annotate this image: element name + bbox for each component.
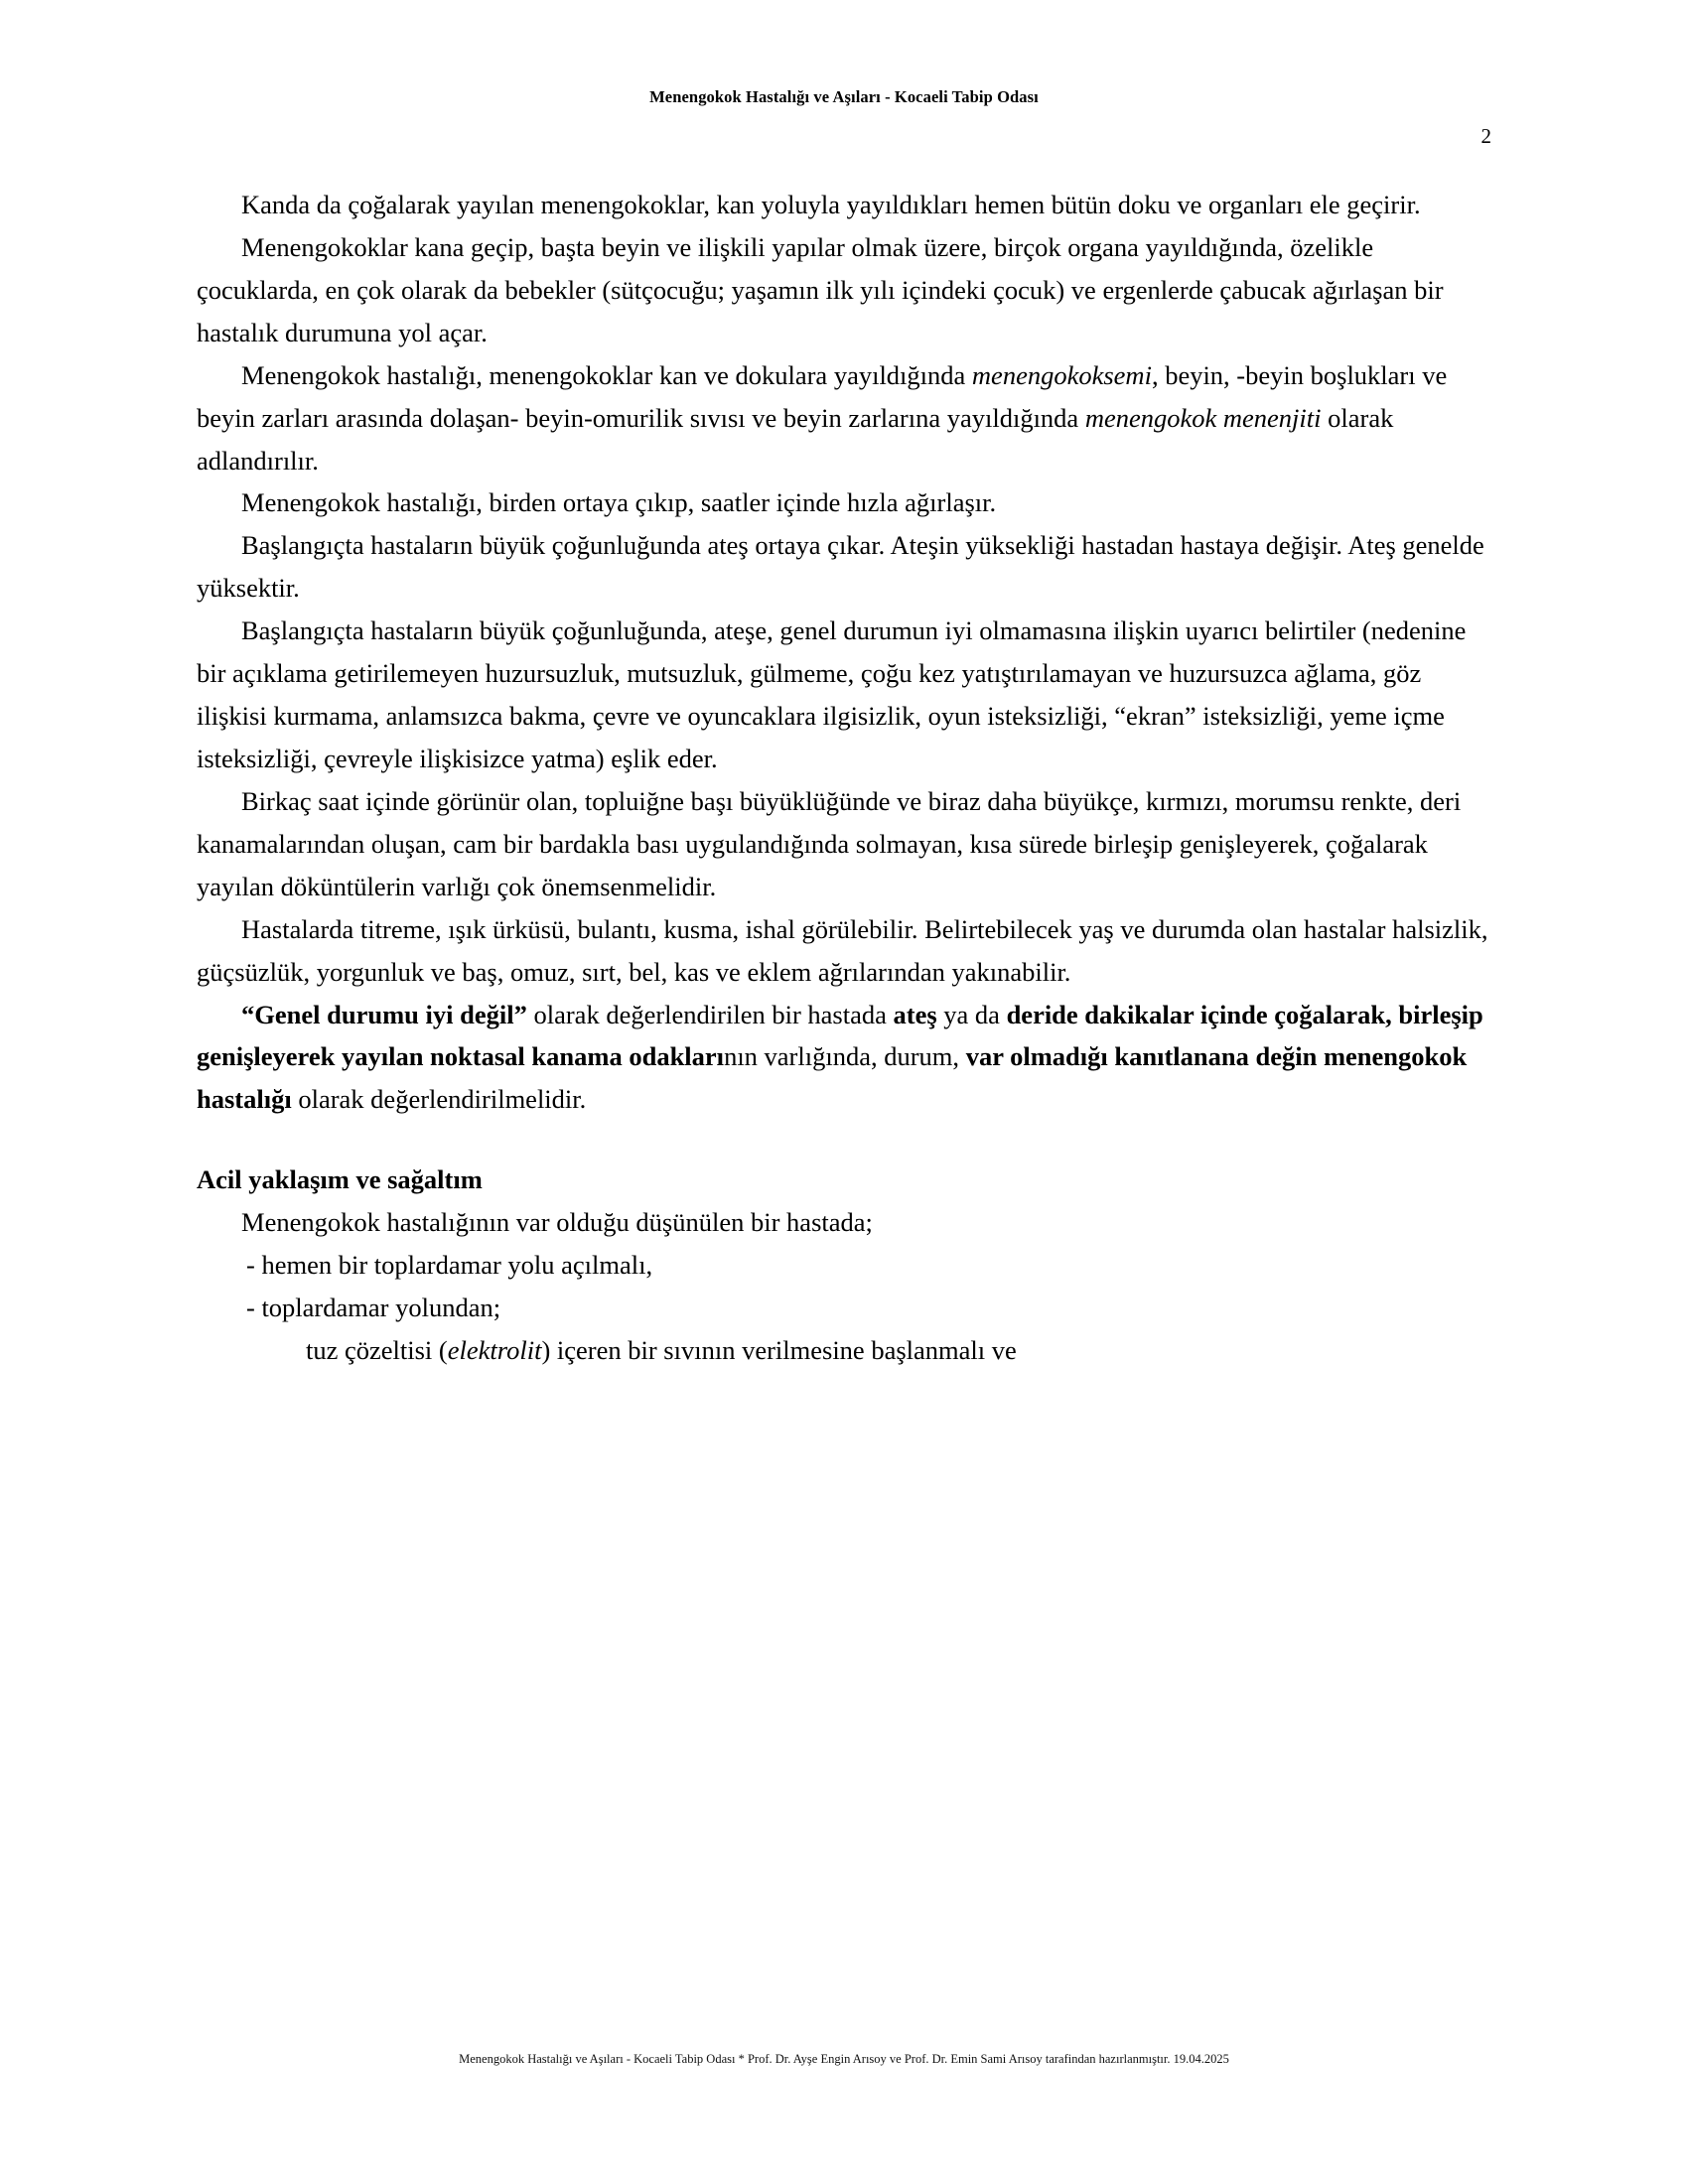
term-menengokok-menenjiti: menengokok menenjiti: [1084, 402, 1322, 433]
list-item-1: - hemen bir toplardamar yolu açılmalı,: [246, 1250, 653, 1281]
paragraph-9-part-3: nın varlığında, durum,: [724, 1041, 966, 1072]
paragraph-6: Başlangıçta hastaların büyük çoğunluğunda, ateşe, genel durumun iyi olmamasına ilişkin uyarıcı belirtiler (nedenine bir açıklama getirilemeyen huzursuzluk, mutsuzluk, gülmeme, çoğu kez yatıştırılamayan ve huzursuzca ağlama, göz ilişkisi kurmama, anlamsızca bakma, çevre ve oyuncaklara ilgisizlik, oyun isteksizliği, “ekran” isteksizliği, yeme içme isteksizliği, çevreyle ilişkisizce yatma) eşlik eder.: [197, 615, 1467, 773]
paragraph-1: Kanda da çoğalarak yayılan menengokoklar, kan yoluyla yayıldıkları hemen bütün doku ve organları ele geçirir.: [241, 190, 1421, 219]
paragraph-9-emphasis: [197, 994, 1492, 1122]
paragraph-9-part-2: ya da: [936, 999, 1007, 1029]
section-heading-acil-yaklasim: Acil yaklaşım ve sağaltım: [197, 1164, 483, 1195]
phrase-var-olmadigi-kanitlanana-degin: var olmadığı kanıtlanana değin menengokok hastalığı: [197, 1041, 1468, 1115]
list-item-2: - toplardamar yolundan;: [246, 1293, 501, 1323]
sub-item-part-b: ) içeren bir sıvının verilmesine başlanmalı ve: [541, 1334, 1017, 1365]
paragraph-3: [197, 354, 1492, 482]
paragraph-8: Hastalarda titreme, ışık ürküsü, bulantı, kusma, ishal görülebilir. Belirtebilecek yaş ve durumda olan hastalar halsizlik, güçsüzlük, yorgunluk ve baş, omuz, sırt, bel, kas ve eklem ağrılarından yakınabilir.: [197, 913, 1488, 987]
term-elektrolit: elektrolit: [447, 1334, 542, 1365]
paragraph-9-part-1: olarak değerlendirilen bir hastada: [526, 999, 894, 1029]
page-number: 2: [1480, 124, 1491, 148]
paragraph-3-part-b: , beyin, -beyin boşlukları ve beyin zarları arasında dolaşan- beyin-omurilik sıvısı ve beyin zarlarına yayıldığında: [197, 359, 1448, 433]
running-header: Menengokok Hastalığı ve Aşıları - Kocaeli Tabip Odası: [649, 87, 1039, 106]
paragraph-9-part-4: olarak değerlendirilmelidir.: [291, 1084, 587, 1115]
paragraph-7: Birkaç saat içinde görünür olan, topluiğne başı büyüklüğünde ve biraz daha büyükçe, kırmızı, morumsu renkte, deri kanamalarından oluşan, cam bir bardakla bası uygulandığında solmayan, kısa sürede birleşip genişleyerek, çoğalarak yayılan döküntülerin varlığı çok önemsenmelidir.: [197, 785, 1462, 901]
paragraph-3-part-c: olarak adlandırılır.: [197, 402, 1394, 476]
phrase-ates: ateş: [893, 999, 937, 1029]
paragraph-3-part-a: Menengokok hastalığı, menengokoklar kan ve dokulara yayıldığında: [241, 359, 972, 390]
phrase-genel-durumu-iyi-degil: “Genel durumu iyi değil”: [241, 999, 527, 1029]
term-menengokoksemi: menengokoksemi: [971, 359, 1152, 390]
phrase-deride-kanama-odaklari: deride dakikalar içinde çoğalarak, birleşip genişleyerek yayılan noktasal kanama odakları: [197, 999, 1483, 1072]
paragraph-2: Menengokoklar kana geçip, başta beyin ve ilişkili yapılar olmak üzere, birçok organa yayıldığında, özelikle çocuklarda, en çok olarak da bebekler (sütçocuğu; yaşamın ilk yılı içindeki çocuk) ve ergenlerde çabucak ağırlaşan bir hastalık durumuna yol açar.: [197, 231, 1444, 347]
document-body: [197, 184, 1492, 1372]
sub-list-item-1: [197, 1329, 1492, 1372]
paragraph-5: Başlangıçta hastaların büyük çoğunluğunda ateş ortaya çıkar. Ateşin yüksekliği hastadan hastaya değişir. Ateş genelde yüksektir.: [197, 530, 1484, 604]
sub-item-part-a: tuz çözeltisi (: [306, 1334, 448, 1365]
paragraph-10: Menengokok hastalığının var olduğu düşünülen bir hastada;: [241, 1207, 873, 1238]
running-footer: Menengokok Hastalığı ve Aşıları - Kocaeli Tabip Odası * Prof. Dr. Ayşe Engin Arısoy ve Prof. Dr. Emin Sami Arısoy tarafindan hazırlanmıştır. 19.04.2025: [459, 2052, 1229, 2066]
paragraph-4: Menengokok hastalığı, birden ortaya çıkıp, saatler içinde hızla ağırlaşır.: [241, 487, 997, 518]
